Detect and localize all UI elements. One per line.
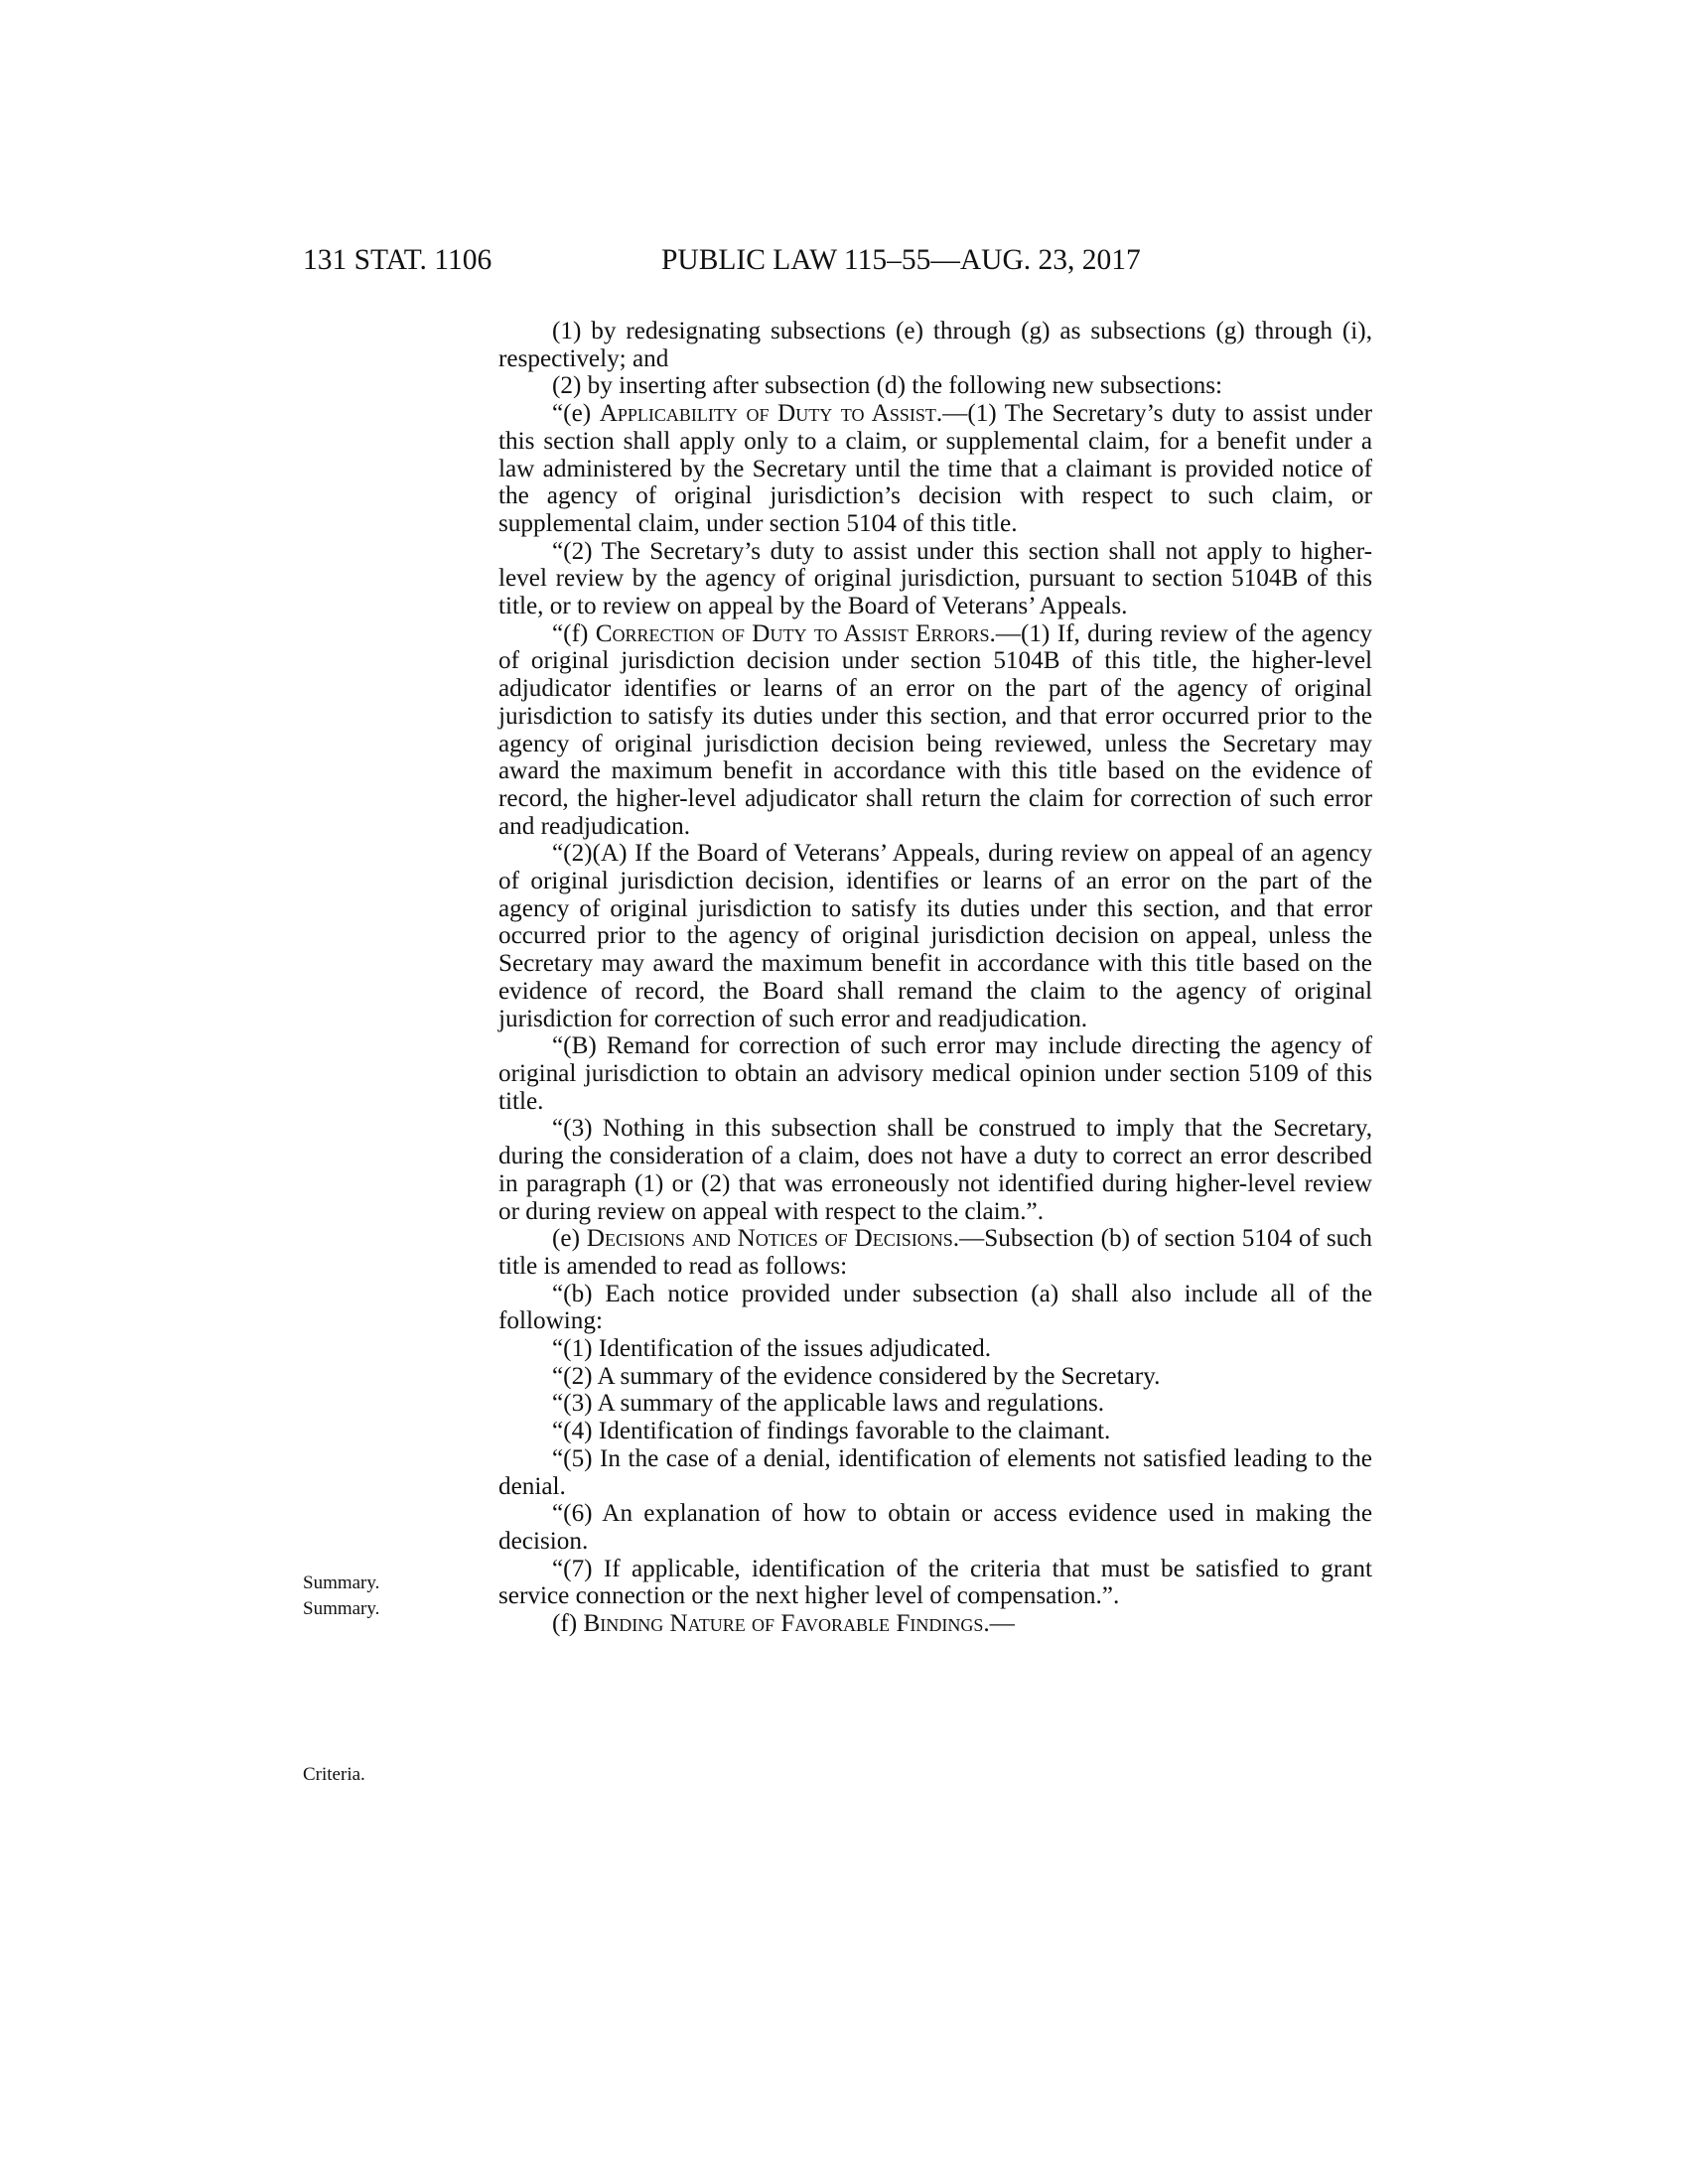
section-text: .—Subsection (b) of section 5104 of such title is amended to read as follows: [498,1225,1372,1280]
subsection-heading: Applicability of Duty to Assist [599,400,936,428]
list-item: “(2) A summary of the evidence considered by the Secretary. [552,1362,1161,1390]
list-item: “(7) If applicable, identification of the criteria that must be satisfied to grant service connection or the next higher level of compensation.”. [498,1555,1372,1610]
margin-note-summary: Summary. [303,1572,380,1593]
subsection-label: “(e) [552,400,600,428]
subsection-label: “(f) [552,619,596,647]
paragraph: (1) by redesignating subsections (e) through (g) as subsections (g) through (i), respectively; and [498,318,1372,372]
section-text: .— [983,1610,1015,1638]
subsection-text: .—(1) The Secretary’s duty to assist under this section shall apply only to a claim, or supplemental claim, for a benefit under a law administered by the Secretary until the time that a claimant is provided notice of the agency of original jurisdiction’s decision with respect to such claim, or supplemental claim, under section 5104 of this title. [498,400,1372,537]
document-body [498,318,1372,1638]
paragraph: “(B) Remand for correction of such error may include directing the agency of original jurisdiction to obtain an advisory medical opinion under section 5109 of this title. [498,1032,1372,1115]
subsection-e [498,400,1372,538]
running-header [0,244,1688,284]
paragraph: “(3) Nothing in this subsection shall be construed to imply that the Secretary, during the consideration of a claim, does not have a duty to correct an error described in paragraph (1) or (2) that was erroneously not identified during higher-level review or during review on appeal with respect to the claim.”. [498,1115,1372,1225]
list-item: “(6) An explanation of how to obtain or access evidence used in making the decision. [498,1500,1372,1555]
margin-note-summary: Summary. [303,1598,380,1619]
subsection-text: .—(1) If, during review of the agency of original jurisdiction decision under section 5104B of this title, the higher-level adjudicator identifies or learns of an error on the part of the agency of original jurisdiction to satisfy its duties under this section, and that error occurred prior to the agency of original jurisdiction decision being reviewed, unless the Secretary may award the maximum benefit in accordance with this title based on the evidence of record, the higher-level adjudicator shall return the claim for correction of such error and readjudication. [498,619,1372,840]
section-heading: Binding Nature of Favorable Findings [583,1610,984,1638]
subsection-f [498,620,1372,841]
section-heading: Decisions and Notices of Decisions [586,1225,953,1253]
list-item: “(4) Identification of findings favorable to the claimant. [552,1418,1111,1445]
section-label: (e) [552,1225,587,1253]
section-e [498,1225,1372,1280]
paragraph: (2) by inserting after subsection (d) the following new subsections: [552,372,1223,400]
list-item: “(3) A summary of the applicable laws and regulations. [552,1390,1105,1418]
statute-citation: 131 STAT. 1106 [303,244,492,276]
list-item: “(5) In the case of a denial, identification of elements not satisfied leading to the denial. [498,1444,1372,1500]
public-law-citation: PUBLIC LAW 115–55—AUG. 23, 2017 [661,244,1141,276]
paragraph: “(b) Each notice provided under subsection (a) shall also include all of the following: [498,1280,1372,1335]
paragraph: “(2) The Secretary’s duty to assist under this section shall not apply to higher-level review by the agency of original jurisdiction, pursuant to section 5104B of this title, or to review on appeal by the Board of Veterans’ Appeals. [498,537,1372,620]
section-label: (f) [552,1610,584,1638]
margin-note-criteria: Criteria. [303,1764,365,1785]
list-item: “(1) Identification of the issues adjudicated. [552,1335,992,1363]
subsection-heading: Correction of Duty to Assist Errors [595,619,990,647]
paragraph: “(2)(A) If the Board of Veterans’ Appeals, during review on appeal of an agency of original jurisdiction decision, identifies or learns of an error on the part of the agency of original jurisdiction to satisfy its duties under this section, and that error occurred prior to the agency of original jurisdiction decision on appeal, unless the Secretary may award the maximum benefit in accordance with this title based on the evidence of record, the Board shall remand the claim to the agency of original jurisdiction for correction of such error and readjudication. [498,840,1372,1032]
section-f [498,1610,1372,1638]
